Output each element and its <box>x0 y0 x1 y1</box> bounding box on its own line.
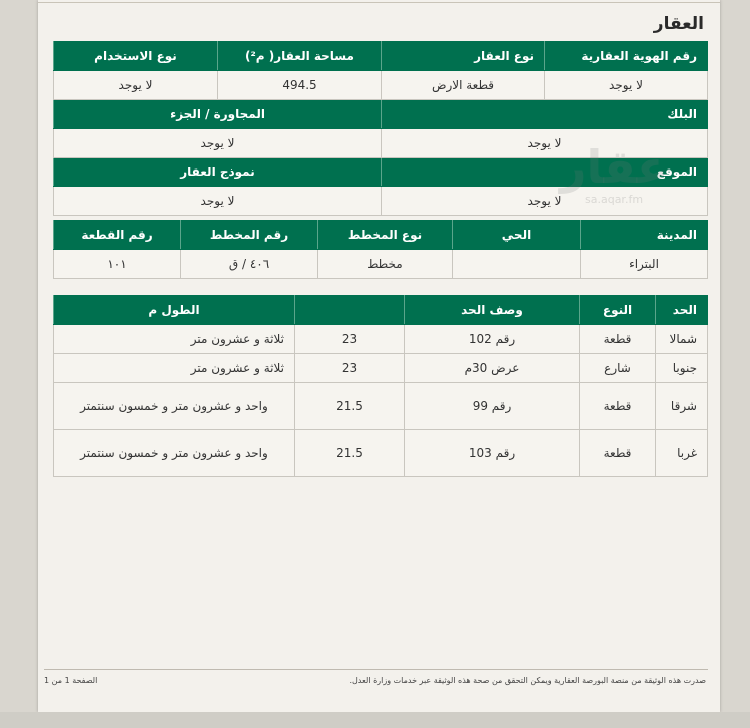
footer-divider <box>44 669 708 670</box>
header-district: الحي <box>453 221 581 250</box>
borders-header-row <box>54 296 708 325</box>
border-desc: رقم 99 <box>405 383 580 430</box>
value-city: البتراء <box>581 250 708 279</box>
header-neighborhood-part: المجاورة / الجزء <box>54 100 382 129</box>
city-value-row <box>54 250 708 279</box>
border-length-text: واحد و عشرون متر و خمسون سنتمتر <box>54 383 295 430</box>
value-property-model: لا يوجد <box>54 187 382 216</box>
header-plan-type: نوع المخطط <box>318 221 453 250</box>
header-border-blank <box>295 296 405 325</box>
footer-note: صدرت هذه الوثيقة من منصة البورصة العقارية ويمكن التحقق من صحة هذه الوثيقة عبر خدمات وزارة العدل. <box>349 676 706 685</box>
border-desc: عرض 30م <box>405 354 580 383</box>
border-side: شرقا <box>656 383 708 430</box>
border-side: جنوبا <box>656 354 708 383</box>
border-length: 23 <box>295 354 405 383</box>
border-desc: رقم 102 <box>405 325 580 354</box>
header-border-desc: وصف الحد <box>405 296 580 325</box>
border-length-text: ثلاثة و عشرون متر <box>54 325 295 354</box>
table-row <box>54 383 708 430</box>
table-row <box>54 325 708 354</box>
value-plan-type: مخطط <box>318 250 453 279</box>
border-type: قطعة <box>580 325 656 354</box>
border-length-text: واحد و عشرون متر و خمسون سنتمتر <box>54 430 295 477</box>
header-property-id: رقم الهوية العقارية <box>545 42 708 71</box>
border-desc: رقم 103 <box>405 430 580 477</box>
page-number: الصفحة 1 من 1 <box>44 676 98 685</box>
border-side: شمالا <box>656 325 708 354</box>
border-type: شارع <box>580 354 656 383</box>
city-header-row <box>54 221 708 250</box>
value-district <box>453 250 581 279</box>
value-plan-number: ٤٠٦ / ق <box>181 250 318 279</box>
watermark-site: sa.aqar.fm <box>585 193 644 206</box>
header-property-area: مساحة العقار( م²) <box>218 42 382 71</box>
header-plot-number: رقم القطعة <box>54 221 181 250</box>
header-border-type: النوع <box>580 296 656 325</box>
table-row <box>54 354 708 383</box>
header-usage-type: نوع الاستخدام <box>54 42 218 71</box>
watermark-logo: عقار <box>560 140 669 194</box>
header-plan-number: رقم المخطط <box>181 221 318 250</box>
value-property-type: قطعة الارض <box>382 71 545 100</box>
borders-table <box>53 295 708 477</box>
value-neighborhood-part: لا يوجد <box>54 129 382 158</box>
border-length: 21.5 <box>295 430 405 477</box>
top-divider <box>38 2 720 3</box>
header-property-type: نوع العقار <box>382 42 545 71</box>
header-property-model: نموذج العقار <box>54 158 382 187</box>
property-value-row <box>54 71 708 100</box>
border-type: قطعة <box>580 430 656 477</box>
border-type: قطعة <box>580 383 656 430</box>
property-header-row <box>54 42 708 71</box>
value-location: لا يوجد <box>382 187 708 216</box>
table-row <box>54 430 708 477</box>
border-length-text: ثلاثة و عشرون متر <box>54 354 295 383</box>
value-property-id: لا يوجد <box>545 71 708 100</box>
bottom-band <box>0 712 750 728</box>
block-header-row <box>54 100 708 129</box>
section-title: العقار <box>653 14 704 34</box>
city-plan-table <box>53 220 708 279</box>
header-block: البلك <box>382 100 708 129</box>
value-property-area: 494.5 <box>218 71 382 100</box>
header-city: المدينة <box>581 221 708 250</box>
value-usage-type: لا يوجد <box>54 71 218 100</box>
border-side: غربا <box>656 430 708 477</box>
value-block: لا يوجد <box>382 129 708 158</box>
border-length: 23 <box>295 325 405 354</box>
header-border-length: الطول م <box>54 296 295 325</box>
header-location: الموقع <box>382 158 708 187</box>
header-border-side: الحد <box>656 296 708 325</box>
border-length: 21.5 <box>295 383 405 430</box>
value-plot-number: ١٠١ <box>54 250 181 279</box>
